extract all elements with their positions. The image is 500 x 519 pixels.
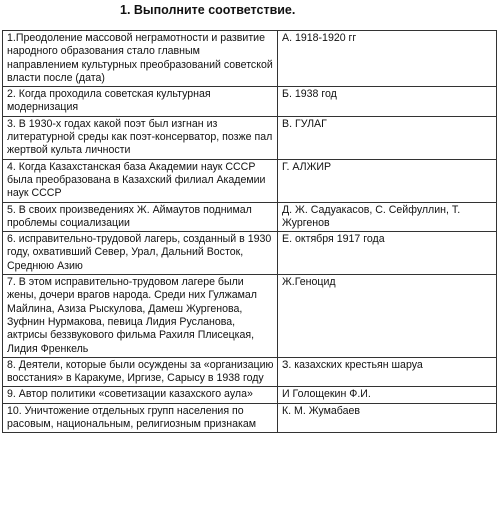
question-cell: 6. исправительно-трудовой лагерь, созданный в 1930 году, охвативший Север, Урал, Дальний Восток, Среднюю Азию xyxy=(3,232,278,275)
answer-cell: К. М. Жумабаев xyxy=(278,403,497,433)
answer-cell: З. казахских крестьян шаруа xyxy=(278,357,497,387)
question-cell: 9. Автор политики «советизации казахского аула» xyxy=(3,387,278,403)
question-cell: 2. Когда проходила советская культурная модернизация xyxy=(3,87,278,117)
question-cell: 7. В этом исправительно-трудовом лагере были жены, дочери врагов народа. Среди них Гулжамал Майлина, Азиза Рыскулова, Дамеш Жургенова, Зуфнин Нурмакова, певица Лидия Русланова, актрисы беззвукового фильма Рахиля Плисецкая, Лидия Френкель xyxy=(3,275,278,358)
table-row xyxy=(3,31,497,87)
question-cell: 3. В 1930-х годах какой поэт был изгнан из литературной среды как поэт-консерватор, позже пал жертвой культа личности xyxy=(3,116,278,159)
table-row xyxy=(3,232,497,275)
page-title: 1. Выполните соответствие. xyxy=(120,3,296,17)
answer-cell: Е. октября 1917 года xyxy=(278,232,497,275)
matching-table xyxy=(2,30,497,433)
table-row xyxy=(3,159,497,202)
answer-cell: И Голощекин Ф.И. xyxy=(278,387,497,403)
table-row xyxy=(3,357,497,387)
table-row xyxy=(3,87,497,117)
table-row xyxy=(3,275,497,358)
answer-cell: В. ГУЛАГ xyxy=(278,116,497,159)
table-row xyxy=(3,202,497,232)
question-cell: 5. В своих произведениях Ж. Аймаутов поднимал проблемы социализации xyxy=(3,202,278,232)
question-cell: 10. Уничтожение отдельных групп населения по расовым, национальным, религиозным признакам xyxy=(3,403,278,433)
table-row xyxy=(3,116,497,159)
question-cell: 4. Когда Казахстанская база Академии наук СССР была преобразована в Казахский филиал Академии наук СССР xyxy=(3,159,278,202)
question-cell: 8. Деятели, которые были осуждены за «организацию восстания» в Каракуме, Иргизе, Сарысу в 1938 году xyxy=(3,357,278,387)
answer-cell: Г. АЛЖИР xyxy=(278,159,497,202)
answer-cell: Ж.Геноцид xyxy=(278,275,497,358)
table-row xyxy=(3,403,497,433)
question-cell: 1.Преодоление массовой неграмотности и развитие народного образования стало главным направлением культурных преобразований советской власти после (дата) xyxy=(3,31,278,87)
answer-cell: Б. 1938 год xyxy=(278,87,497,117)
table-row xyxy=(3,387,497,403)
answer-cell: А. 1918-1920 гг xyxy=(278,31,497,87)
answer-cell: Д. Ж. Садуакасов, С. Сейфуллин, Т. Жургенов xyxy=(278,202,497,232)
